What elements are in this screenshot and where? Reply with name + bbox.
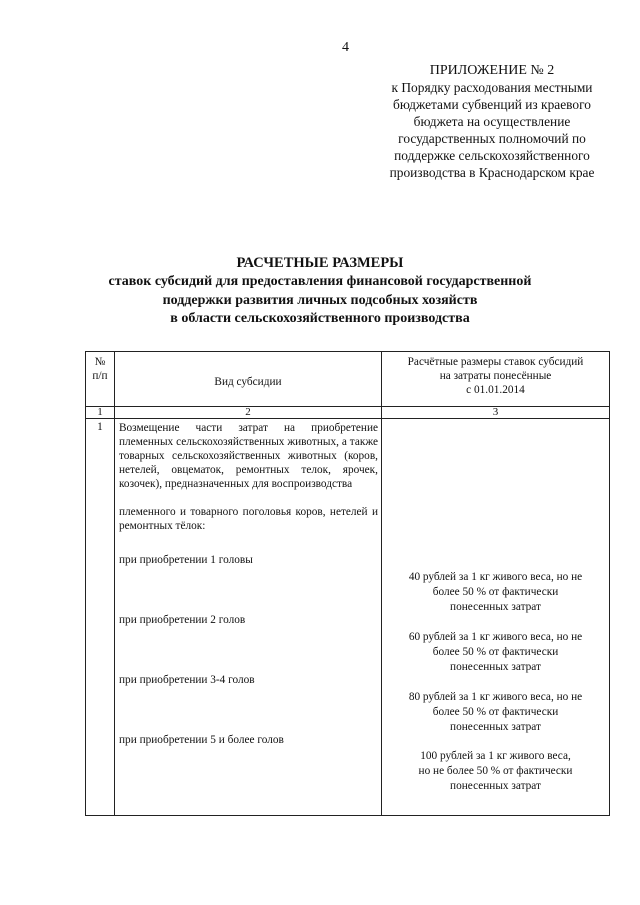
rate-line: 60 рублей за 1 кг живого веса, но не xyxy=(408,631,583,643)
header-row-number xyxy=(86,352,115,407)
title-line: ставок субсидий для предоставления финансовой государственной xyxy=(108,274,532,289)
row-number: 1 xyxy=(86,419,115,816)
header-rates-line: Расчётные размеры ставок субсидий xyxy=(407,356,584,368)
option-label: при приобретении 1 головы xyxy=(119,554,253,566)
subsidy-rates-cell xyxy=(382,419,610,816)
header-pp: п/п xyxy=(92,370,108,382)
header-rates xyxy=(382,352,610,407)
rate-line: более 50 % от фактически xyxy=(432,586,559,598)
rate-line: 80 рублей за 1 кг живого веса, но не xyxy=(408,691,583,703)
rate-value xyxy=(382,630,609,675)
rate-line: понесенных затрат xyxy=(450,721,541,733)
subsidy-description-cell xyxy=(115,419,382,816)
appendix-line: к Порядку расходования местными xyxy=(391,80,593,95)
appendix-heading: ПРИЛОЖЕНИЕ № 2 xyxy=(429,63,555,78)
header-subsidy-type: Вид субсидии xyxy=(115,352,382,407)
rate-line: понесенных затрат xyxy=(450,601,541,613)
rate-line: 100 рублей за 1 кг живого веса, xyxy=(420,750,571,762)
appendix-line: государственных полномочий по xyxy=(398,131,586,146)
subsidy-subheading: племенного и товарного поголовья коров, нетелей и ремонтных тёлок: xyxy=(119,506,378,532)
subsidy-rates-table xyxy=(85,351,610,816)
rate-line: но не более 50 % от фактически xyxy=(418,765,573,777)
header-number-sign: № xyxy=(94,356,106,368)
table-row xyxy=(86,419,610,816)
document-title xyxy=(70,254,570,328)
rate-line: понесенных затрат xyxy=(450,661,541,673)
option-label: при приобретении 2 голов xyxy=(119,614,246,626)
table-header-row xyxy=(86,352,610,407)
column-number: 3 xyxy=(382,407,610,419)
appendix-line: бюджетами субвенций из краевого xyxy=(393,97,591,112)
rate-value xyxy=(382,749,609,794)
appendix-line: поддержке сельскохозяйственного xyxy=(394,148,590,163)
column-number: 2 xyxy=(115,407,382,419)
rate-line: более 50 % от фактически xyxy=(432,646,559,658)
option-label: при приобретении 5 и более голов xyxy=(119,734,284,746)
title-line: поддержки развития личных подсобных хозяйств xyxy=(162,292,478,308)
appendix-block xyxy=(362,62,622,181)
column-number: 1 xyxy=(86,407,115,419)
appendix-line: производства в Краснодарском крае xyxy=(389,165,595,180)
rate-line: более 50 % от фактически xyxy=(432,706,559,718)
rate-value xyxy=(382,570,609,615)
rate-line: 40 рублей за 1 кг живого веса, но не xyxy=(408,571,583,583)
header-rates-line: на затраты понесённые xyxy=(439,370,552,382)
rate-value xyxy=(382,690,609,735)
title-line: в области сельскохозяйственного производства xyxy=(170,311,470,326)
appendix-line: бюджета на осуществление xyxy=(413,114,571,129)
page-number: 4 xyxy=(342,40,349,55)
column-number-row xyxy=(86,407,610,419)
title-main: РАСЧЕТНЫЕ РАЗМЕРЫ xyxy=(236,255,404,271)
header-rates-line: с 01.01.2014 xyxy=(466,384,525,396)
subsidy-description: Возмещение части затрат на приобретение племенных сельскохозяйственных животных, а также товарных сельскохозяйственных животных (коров, нетелей, овцематок, ремонтных телок, ярочек, козочек), предназначенных для воспроизводства xyxy=(119,422,378,490)
option-label: при приобретении 3-4 голов xyxy=(119,674,255,686)
rate-line: понесенных затрат xyxy=(450,780,541,792)
